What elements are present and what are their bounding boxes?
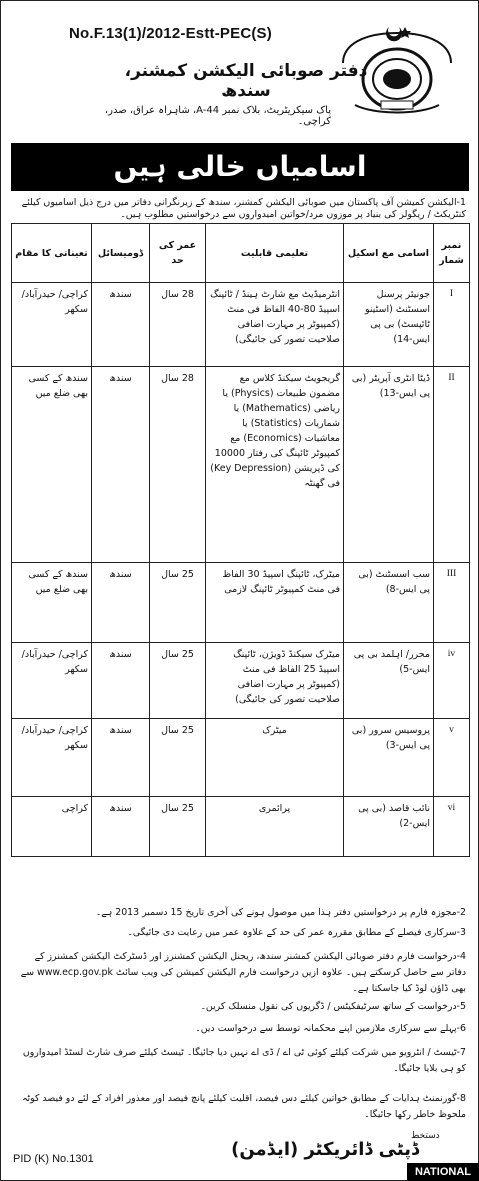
note-4: 4-درخواست فارم دفتر صوبائی الیکشن کمشنر سندھ، ریجنل الیکشن کمشنرز اور ڈسٹرکٹ الیکشن کمشنرز کے دفاتر سے حاصل کرسکتے ہیں۔ علاوہ ازیں درخواست فارم الیکشن کمیشن کی ویب سائٹ www.ecp.gov.pk سے بھی ڈاؤن لوڈ کیا جاسکتا ہے۔ <box>20 951 466 994</box>
table-row <box>12 283 470 367</box>
row-qualification: پرائمری <box>206 797 344 857</box>
row-domicile: سندھ <box>92 643 150 719</box>
header-qualification: تعلیمی قابلیت <box>206 224 344 283</box>
row-post: نائب قاصد (بی پی ایس-2) <box>344 797 434 857</box>
row-post: جونیئر پرسنل اسسٹنٹ (اسٹینو ٹائپسٹ) بی پی ایس-14) <box>344 283 434 367</box>
row-age: 25 سال <box>150 563 206 643</box>
row-posting: کراچی/ حیدرآباد/ سکھر <box>12 719 92 797</box>
row-sno: vi <box>434 797 470 857</box>
office-address: پاک سیکریٹریٹ، بلاک نمبر A-44، شاہراہ عراق، صدر، کراچی۔ <box>104 105 331 127</box>
note-6: 6-پہلے سے سرکاری ملازمین اپنے محکمانہ توسط سے درخواست دیں۔ <box>195 1023 466 1034</box>
note-5: 5-درخواست کے ساتھ سرٹیفکیٹس / ڈگریوں کی نقول منسلک کریں۔ <box>200 1001 466 1012</box>
note-3: 3-سرکاری فیصلے کے مطابق مقررہ عمر کی حد کے علاوہ عمر میں رعایت دی جائیگی۔ <box>127 927 466 938</box>
row-age: 28 سال <box>150 283 206 367</box>
row-domicile: سندھ <box>92 283 150 367</box>
row-posting: کراچی/ حیدرآباد/ سکھر <box>12 643 92 719</box>
note-8: 8-گورنمنٹ ہدایات کے مطابق خواتین کیلئے دس فیصد، اقلیت کیلئے پانچ فیصد اور معذور افراد کے لئے دو فیصد کوٹہ ملحوظ خاطر رکھا جائیگا۔ <box>22 1093 466 1120</box>
row-domicile: سندھ <box>92 367 150 563</box>
row-qualification: انٹرمیڈیٹ مع شارٹ ہینڈ / ٹائپنگ اسپیڈ 80-40 الفاظ فی منٹ (کمپیوٹر پر مہارت اضافی صلاحیت تصور کی جائیگی) <box>206 283 344 367</box>
row-qualification: میٹرک <box>206 719 344 797</box>
note-7: 7-ٹیسٹ / انٹرویو میں شرکت کیلئے کوئی ٹی اے / ڈی اے نہیں دیا جائیگا۔ ٹیسٹ کیلئے صرف شارٹ لسٹڈ امیدواروں کو ہی بلایا جائیگا۔ <box>22 1047 466 1074</box>
header-age: عمر کی حد <box>150 224 206 283</box>
row-age: 25 سال <box>150 719 206 797</box>
row-age: 25 سال <box>150 797 206 857</box>
row-post: پروسیس سرور (بی پی ایس-3) <box>344 719 434 797</box>
row-sno: I <box>434 283 470 367</box>
table-row <box>12 643 470 719</box>
header-post: اسامی مع اسکیل <box>344 224 434 283</box>
header-sno: نمبر شمار <box>434 224 470 283</box>
intro-paragraph: 1-الیکشن کمیشن آف پاکستان میں صوبائی الیکشن کمشنر، سندھ کے زیرنگرانی دفاتر میں درج ذیل اسامیوں کیلئے کنٹریکٹ / ریگولر کی بنیاد پر موزوں مرد/خواتین امیدواروں سے درخواستیں مطلوب ہیں۔ <box>21 197 466 220</box>
reference-number: No.F.13(1)/2012-Estt-PEC(S) <box>69 25 272 42</box>
signature-label: دستخط <box>411 1131 440 1141</box>
row-sno: III <box>434 563 470 643</box>
row-age: 28 سال <box>150 367 206 563</box>
row-domicile: سندھ <box>92 563 150 643</box>
row-posting: سندھ کے کسی بھی ضلع میں <box>12 563 92 643</box>
row-qualification: میٹرک سیکنڈ ڈویژن، ٹائپنگ اسپیڈ 25 الفاظ فی منٹ (کمپیوٹر پر مہارت اضافی صلاحیت تصور کی جائیگی) <box>206 643 344 719</box>
pid-number: PID (K) No.1301 <box>13 1153 94 1165</box>
row-qualification: میٹرک، ٹائپنگ اسپیڈ 30 الفاظ فی منٹ کمپیوٹر ٹائپنگ لازمی <box>206 563 344 643</box>
row-age: 25 سال <box>150 643 206 719</box>
row-post: ڈیٹا انٹری آپریٹر (بی پی ایس-13) <box>344 367 434 563</box>
vacancies-table <box>11 223 470 857</box>
row-domicile: سندھ <box>92 797 150 857</box>
newspaper-source-badge: NATIONAL <box>407 1163 479 1181</box>
row-post: سب اسسٹنٹ (بی پی ایس-8) <box>344 563 434 643</box>
row-sno: iv <box>434 643 470 719</box>
row-posting: کراچی <box>12 797 92 857</box>
office-title: دفتر صوبائی الیکشن کمشنر، سندھ <box>124 61 368 101</box>
table-row <box>12 797 470 857</box>
signatory-title: ڈپٹی ڈائریکٹر (ایڈمن) <box>231 1139 419 1160</box>
table-row <box>12 719 470 797</box>
vacancies-banner: اسامیاں خالی ہیں <box>11 143 469 191</box>
row-sno: v <box>434 719 470 797</box>
ecp-seal-logo <box>335 23 459 119</box>
row-sno: II <box>434 367 470 563</box>
note-2: 2-مجوزہ فارم پر درخواستیں دفتر ہذا میں موصول ہونے کی آخری تاریخ 15 دسمبر 2013 ہے۔ <box>95 907 466 918</box>
row-posting: کراچی/ حیدرآباد/ سکھر <box>12 283 92 367</box>
row-posting: سندھ کے کسی بھی ضلع میں <box>12 367 92 563</box>
header-domicile: ڈومیسائل <box>92 224 150 283</box>
table-row <box>12 563 470 643</box>
row-qualification: گریجویٹ سیکنڈ کلاس مع مضمون طبیعات (Physics) یا ریاضی (Mathematics) یا شماریات (Statistics) یا معاشیات (Economics) مع کمپیوٹر ٹائپنگ کی رفتار 10000 کی ڈپریشن (Key Depression) فی گھنٹہ <box>206 367 344 563</box>
table-header-row <box>12 224 470 283</box>
header-posting: تعیناتی کا مقام <box>12 224 92 283</box>
row-domicile: سندھ <box>92 719 150 797</box>
table-row <box>12 367 470 563</box>
row-post: محرر/ اہلمد بی پی ایس-5) <box>344 643 434 719</box>
